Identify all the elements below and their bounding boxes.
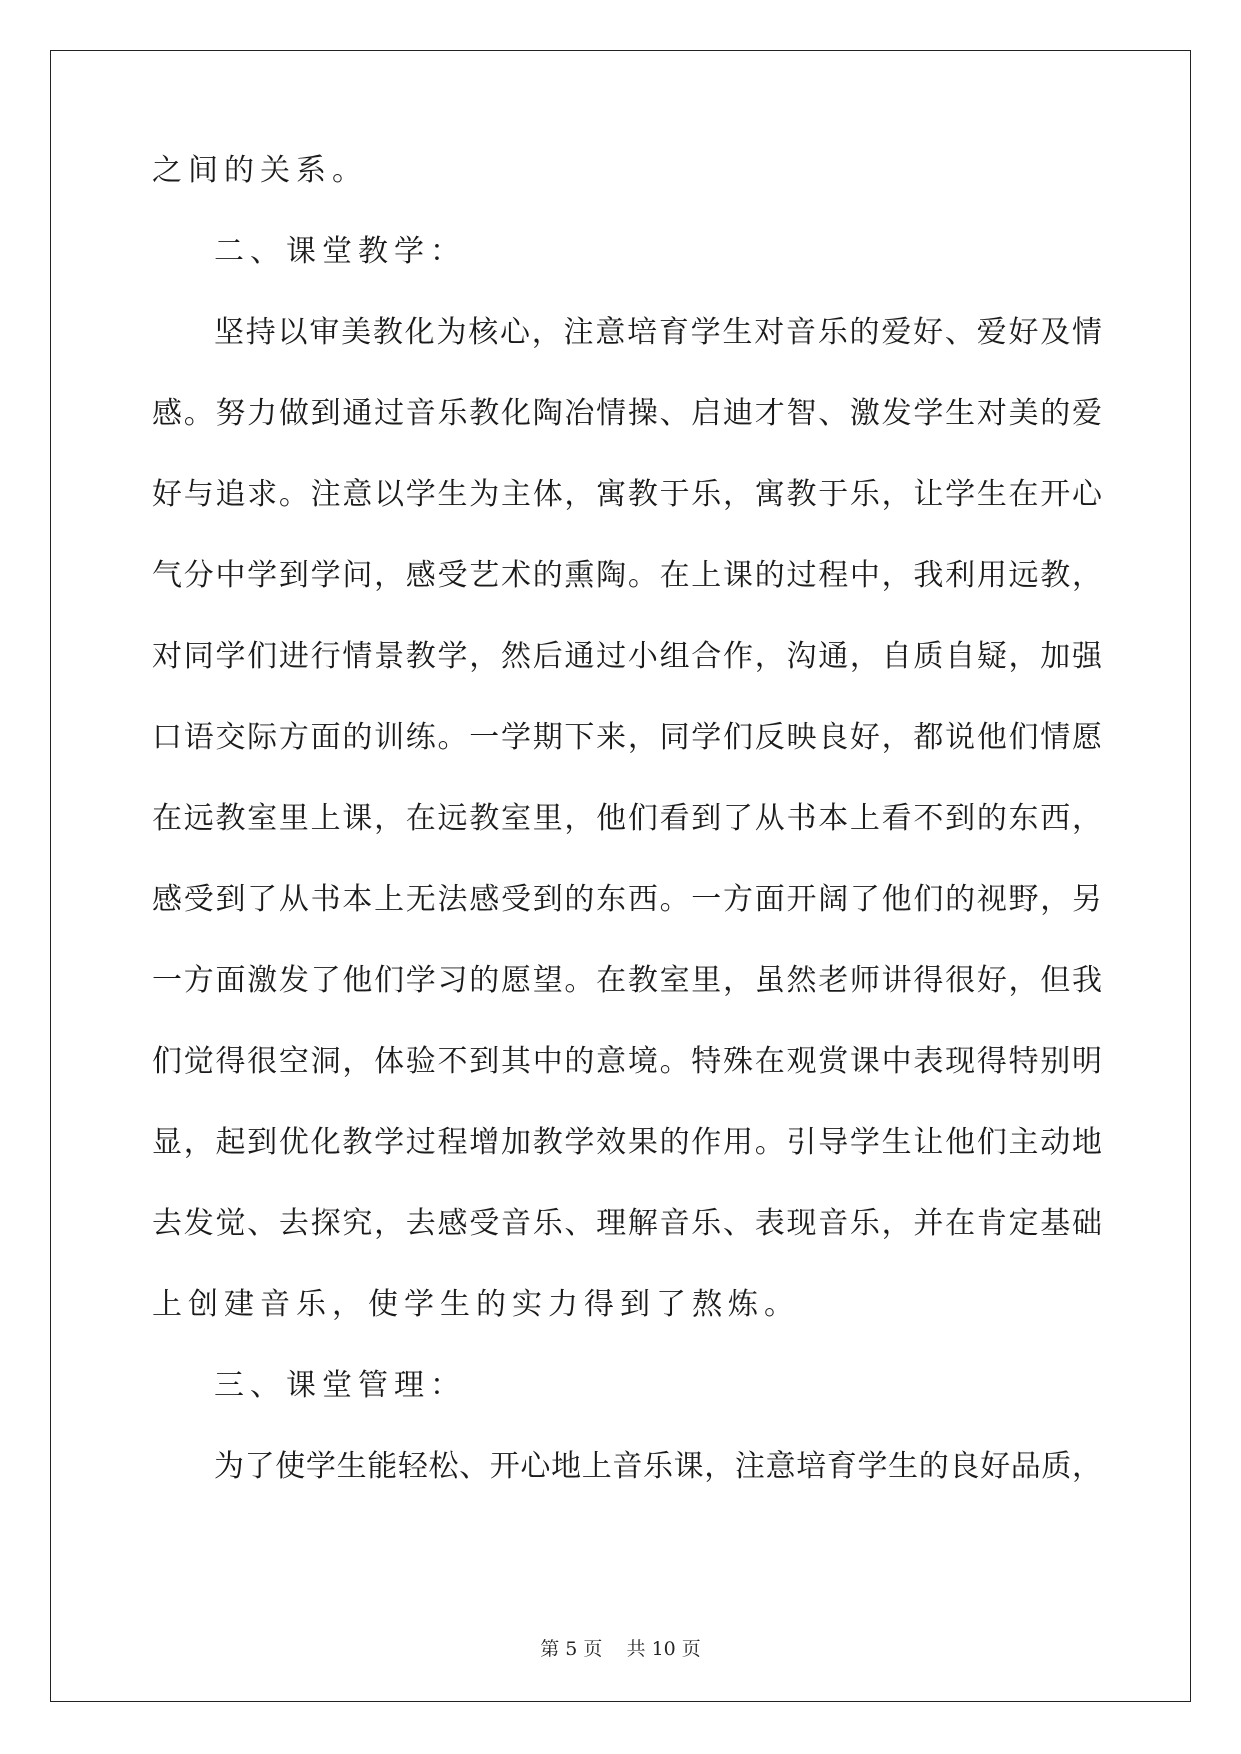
text-line-14: 去发觉、去探究，去感受音乐、理解音乐、表现音乐，并在肯定基础: [152, 1206, 1102, 1241]
text-line-13: 显，起到优化教学过程增加教学效果的作用。引导学生让他们主动地: [152, 1125, 1102, 1160]
document-body: [152, 153, 1102, 1533]
section-heading-classroom-teaching: 二、课堂教学：: [214, 234, 466, 269]
text-line-9: 在远教室里上课，在远教室里，他们看到了从书本上看不到的东西，: [152, 801, 1102, 836]
text-line-12: 们觉得很空洞，体验不到其中的意境。特殊在观赏课中表现得特别明: [152, 1044, 1102, 1079]
text-line-7: 对同学们进行情景教学，然后通过小组合作，沟通，自质自疑，加强: [152, 639, 1102, 674]
page-number-footer: 第 5 页 共 10 页: [540, 1638, 701, 1660]
text-line-17: 为了使学生能轻松、开心地上音乐课，注意培育学生的良好品质，: [214, 1449, 1102, 1484]
text-line-10: 感受到了从书本上无法感受到的东西。一方面开阔了他们的视野，另: [152, 882, 1102, 917]
text-line-6: 气分中学到学问，感受艺术的熏陶。在上课的过程中，我利用远教，: [152, 558, 1102, 593]
section-heading-classroom-management: 三、课堂管理：: [214, 1368, 466, 1403]
text-line-5: 好与追求。注意以学生为主体，寓教于乐，寓教于乐，让学生在开心: [152, 477, 1102, 512]
text-line-3: 坚持以审美教化为核心，注意培育学生对音乐的爱好、爱好及情: [214, 315, 1102, 350]
text-line-8: 口语交际方面的训练。一学期下来，同学们反映良好，都说他们情愿: [152, 720, 1102, 755]
text-line-4: 感。努力做到通过音乐教化陶冶情操、启迪才智、激发学生对美的爱: [152, 396, 1102, 431]
text-line-15: 上创建音乐，使学生的实力得到了熬炼。: [152, 1287, 800, 1322]
text-line-11: 一方面激发了他们学习的愿望。在教室里，虽然老师讲得很好，但我: [152, 963, 1102, 998]
text-line-1: 之间的关系。: [152, 153, 368, 188]
